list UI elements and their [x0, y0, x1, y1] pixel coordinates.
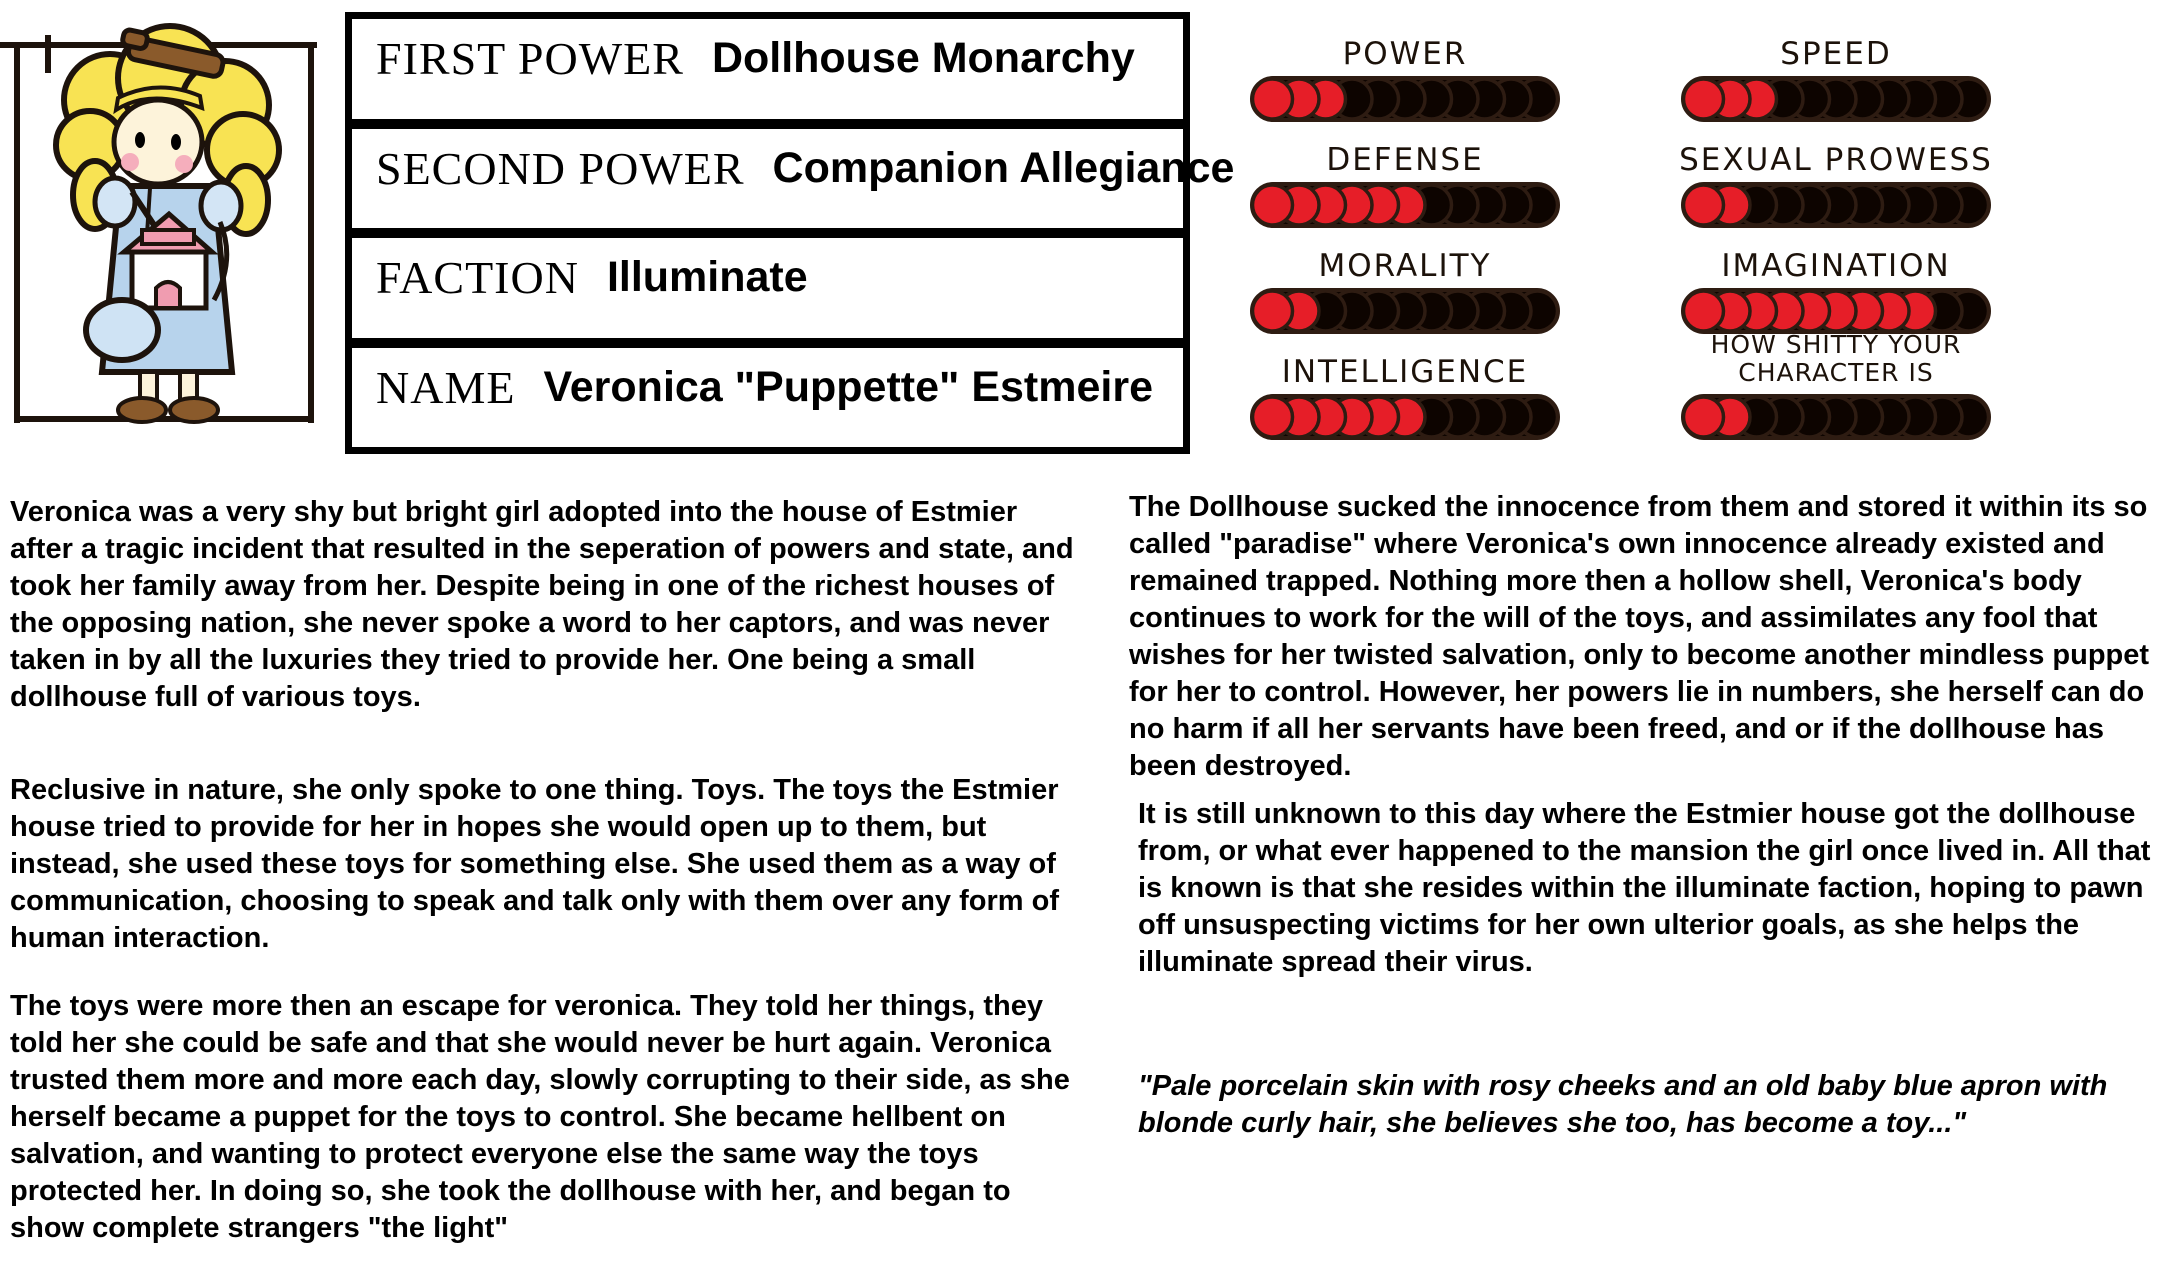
- character-info-table: [345, 12, 1235, 454]
- stat-morality: [1245, 228, 1565, 334]
- stat-label: IMAGINATION: [1721, 248, 1951, 284]
- stat-label: DEFENSE: [1326, 142, 1484, 178]
- stat-bar-morality: [1245, 288, 1565, 334]
- character-portrait-illustration: [0, 0, 332, 442]
- stat-sexual-prowess: [1676, 122, 1996, 228]
- legs: [118, 372, 218, 422]
- field-value: Companion Allegiance: [772, 143, 1235, 192]
- field-label: FACTION: [376, 252, 579, 304]
- stat-speed: [1676, 16, 1996, 122]
- stat-how-shitty: [1676, 329, 1996, 440]
- stat-label: SPEED: [1780, 36, 1892, 72]
- bio-paragraph-2: Reclusive in nature, she only spoke to one thing. Toys. The toys the Estmier house tried to provide for her in hopes she would open up to them, but instead, she used these toys for something else. She used them as a way of communication, choosing to speak and talk only with them over any form of human interaction.: [10, 774, 1059, 954]
- stat-bar-imagination: [1676, 288, 1996, 334]
- bag: [86, 300, 158, 360]
- bio-paragraph-5: It is still unknown to this day where the Estmier house got the dollhouse from, or what ever happened to the mansion the girl once lived in. All that is known is that she resides within the illuminate faction, hoping to pawn off unsuspecting victims for her own ulterior goals, as she helps the illuminate spread their virus.: [1138, 798, 2151, 978]
- stat-label: POWER: [1342, 36, 1468, 72]
- bio-paragraph-3: The toys were more then an escape for veronica. They told her things, they told her she could be safe and that she would never be hurt again. Veronica trusted them more and more each day, slowly corrupting to their side, as she herself became a puppet for the toys to control. She became hellbent on salvation, and wanting to protect everyone else the same way the toys protected her. In doing so, she took the dollhouse with her, and began to show complete strangers "the light": [10, 990, 1070, 1244]
- stats-column-left: [1245, 16, 1565, 440]
- field-value: Illuminate: [606, 253, 808, 302]
- stat-label: HOW SHITTY YOUR CHARACTER IS: [1710, 329, 1962, 388]
- bio-paragraph-1: Veronica was a very shy but bright girl adopted into the house of Estmier after a tragic incident that resulted in the seperation of powers and state, and took her family away from her. Despite being in one of the richest houses of the opposing nation, she never spoke a word to her captors, and was never taken in by all the luxuries they tried to provide her. One being a small dollhouse full of various toys.: [10, 496, 1074, 713]
- stat-bar-defense: [1245, 182, 1565, 228]
- face: [114, 87, 202, 184]
- stat-label: SEXUAL PROWESS: [1679, 142, 1993, 178]
- stat-bar-speed: [1676, 76, 1996, 122]
- field-label: FIRST POWER: [376, 33, 684, 85]
- field-label: SECOND POWER: [376, 142, 745, 194]
- stat-defense: [1245, 122, 1565, 228]
- stat-bar-how-shitty: [1676, 394, 1996, 440]
- table-row-name: [352, 338, 1183, 448]
- stat-intelligence: [1245, 334, 1565, 440]
- character-portrait: [0, 0, 332, 442]
- field-value: Veronica "Puppette" Estmeire: [543, 362, 1153, 411]
- stat-bar-intelligence: [1245, 394, 1565, 440]
- stat-power: [1245, 16, 1565, 122]
- bio-paragraph-4: The Dollhouse sucked the innocence from them and stored it within its so called "paradise" where Veronica's own innocence already existed and remained trapped. Nothing more then a hollow shell, Veronica's body continues to work for the will of the toys, and assimilates any fool that wishes for her twisted salvation, only to become another mindless puppet for her to control. However, her powers lie in numbers, she herself can do no harm if all her servants have been freed, and or if the dollhouse has been destroyed.: [1129, 491, 2150, 782]
- stat-bar-sexual-prowess: [1676, 182, 1996, 228]
- field-label: NAME: [376, 361, 516, 413]
- table-row-second-power: [352, 119, 1235, 229]
- stat-label: MORALITY: [1318, 248, 1492, 284]
- table-row-first-power: [352, 19, 1183, 119]
- stat-label: INTELLIGENCE: [1281, 354, 1529, 390]
- field-value: Dollhouse Monarchy: [711, 34, 1135, 83]
- stats-column-right: [1676, 16, 1996, 440]
- table-row-faction: [352, 228, 1183, 338]
- appearance-quote: "Pale porcelain skin with rosy cheeks and an old baby blue apron with blonde curly hair, she believes she too, has become a toy...": [1138, 1070, 2108, 1139]
- stat-bar-power: [1245, 76, 1565, 122]
- stat-imagination: [1676, 228, 1996, 334]
